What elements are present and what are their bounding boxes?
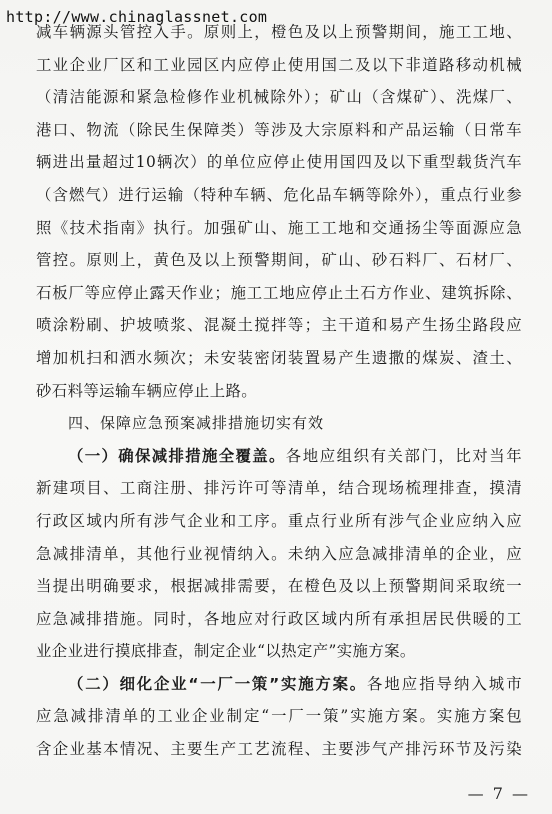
- text-line: [36, 375, 522, 408]
- text-line: [36, 309, 522, 342]
- line-text: 照《技术指南》执行。加强矿山、施工工地和交通扬尘等面源应急: [36, 218, 522, 237]
- text-line: [36, 700, 522, 733]
- subsection-heading: （二）细化企业“一厂一策”实施方案。: [68, 674, 368, 693]
- text-line: [36, 472, 522, 505]
- line-text: （含燃气）进行运输（特种车辆、危化品车辆等除外），重点行业参: [36, 185, 522, 204]
- line-text: 喷涂粉刷、护坡喷浆、混凝土搅拌等；主干道和易产生扬尘路段应: [36, 316, 522, 335]
- line-text: 应急减排清单的工业企业制定“一厂一策”实施方案。实施方案包: [36, 707, 522, 726]
- line-text: 含企业基本情况、主要生产工艺流程、主要涉气产排污环节及污染: [36, 740, 522, 759]
- line-text: 石板厂等应停止露天作业；施工工地应停止土石方作业、建筑拆除、: [36, 283, 522, 302]
- text-line: [36, 277, 522, 310]
- line-text: 四、保障应急预案减排措施切实有效: [68, 414, 325, 433]
- body-text: [36, 16, 522, 766]
- text-line: [36, 668, 522, 701]
- page-number: — 7 —: [467, 784, 530, 803]
- text-line: [36, 635, 522, 668]
- section-heading: [36, 407, 522, 440]
- text-line: [36, 244, 522, 277]
- text-line: [36, 538, 522, 571]
- line-text: 管控。原则上，黄色及以上预警期间，矿山、砂石料厂、石材厂、: [36, 251, 522, 270]
- line-text: 行政区域内所有涉气企业和工序。重点行业所有涉气企业应纳入应: [36, 511, 522, 530]
- line-text: 工业企业厂区和工业园区内应停止使用国二及以下非道路移动机械: [36, 55, 522, 74]
- text-line: [36, 603, 522, 636]
- line-text: 港口、物流（除民生保障类）等涉及大宗原料和产品运输（日常车: [36, 120, 522, 139]
- text-line: [36, 179, 522, 212]
- line-text: 辆进出量超过10辆次）的单位应停止使用国四及以下重型载货汽车: [36, 153, 522, 172]
- watermark-url: http://www.chinaglassnet.com: [6, 8, 268, 26]
- text-line: [36, 114, 522, 147]
- text-line: [36, 570, 522, 603]
- line-text: 增加机扫和洒水频次；未安装密闭装置易产生遗撒的煤炭、渣土、: [36, 348, 522, 367]
- line-text: 砂石料等运输车辆应停止上路。: [36, 381, 258, 400]
- line-text: 减车辆源头管控入手。原则上，橙色及以上预警期间，施工工地、: [36, 23, 522, 41]
- subsection-heading: （一）确保减排措施全覆盖。: [68, 446, 286, 465]
- text-line: [36, 146, 522, 179]
- text-line: [36, 49, 522, 82]
- line-text: 新建项目、工商注册、排污许可等清单，结合现场梳理排查，摸清: [36, 479, 522, 498]
- text-line: [36, 342, 522, 375]
- line-text: 急减排清单，其他行业视情纳入。未纳入应急减排清单的企业，应: [36, 544, 522, 563]
- text-line: [36, 733, 522, 766]
- text-line: [36, 505, 522, 538]
- line-text: 应急减排措施。同时，各地应对行政区域内所有承担居民供暖的工: [36, 609, 522, 628]
- line-text: （清洁能源和紧急检修作业机械除外）；矿山（含煤矿）、洗煤厂、: [36, 88, 522, 107]
- line-text: 业企业进行摸底排查，制定企业“以热定产”实施方案。: [36, 642, 416, 661]
- text-line: [36, 440, 522, 473]
- text-line: [36, 212, 522, 245]
- line-text: 各地应指导纳入城市: [367, 674, 522, 693]
- text-line: [36, 81, 522, 114]
- line-text: 各地应组织有关部门，比对当年: [285, 446, 522, 465]
- line-text: 当提出明确要求，根据减排需要，在橙色及以上预警期间采取统一: [36, 577, 522, 596]
